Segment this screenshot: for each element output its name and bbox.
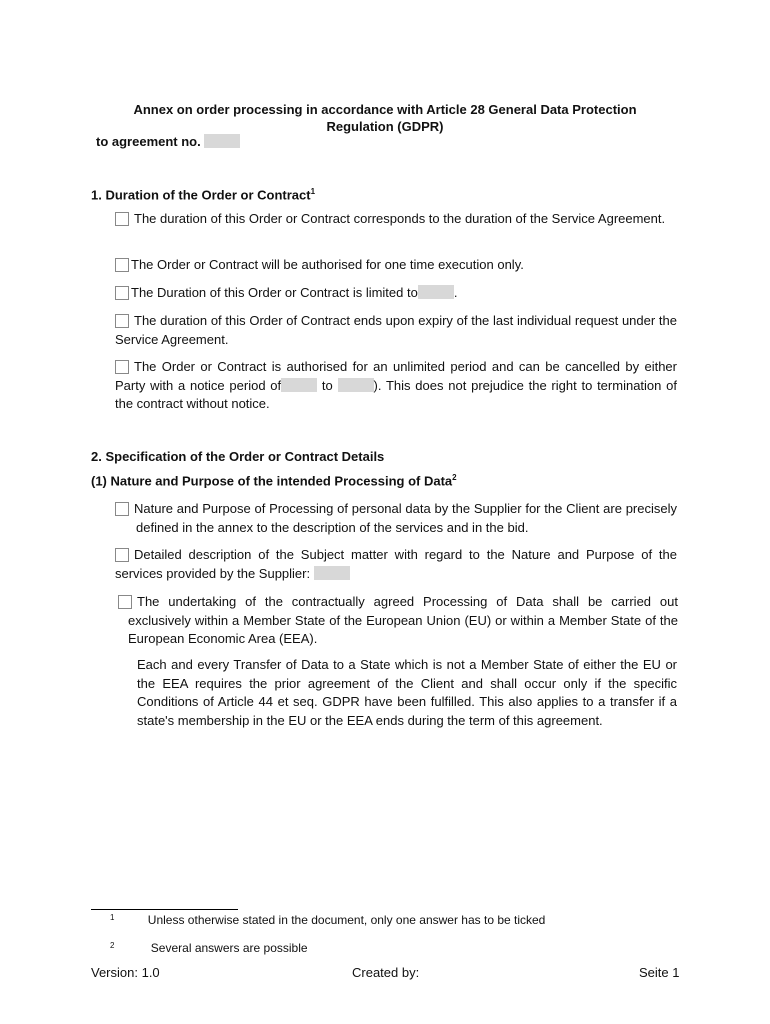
duration-option-1-text: The duration of this Order or Contract corresponds to the duration of the Service Agreement. bbox=[134, 211, 666, 226]
processing-option-3-text: The undertaking of the contractually agreed Processing of Data shall be carried out exclusively within a Member State of the European Union (EU) or within a Member State of the European Economic Area (EEA). bbox=[128, 594, 678, 646]
section1-heading bbox=[91, 187, 315, 202]
footnote-1-text: Unless otherwise stated in the document, only one answer has to be ticked bbox=[147, 913, 546, 927]
section2-heading: 2. Specification of the Order or Contract Details bbox=[91, 449, 385, 464]
title-line-1: Annex on order processing in accordance with Article 28 General Data Protection bbox=[133, 102, 637, 117]
duration-option-5 bbox=[115, 358, 677, 414]
footnote-2-number: 2 bbox=[110, 941, 115, 950]
section2-subheading-text: (1) Nature and Purpose of the intended Processing of Data bbox=[91, 473, 453, 489]
duration-limit-field[interactable] bbox=[418, 285, 454, 299]
processing-option-1-text: Nature and Purpose of Processing of personal data by the Supplier for the Client are precisely defined in the annex to the description of the services and in the bid. bbox=[134, 501, 677, 535]
processing-option-1-checkbox[interactable] bbox=[115, 502, 129, 516]
duration-option-3-end: . bbox=[453, 285, 458, 300]
footer-version: Version: 1.0 bbox=[91, 965, 160, 980]
title-line-2: Regulation (GDPR) bbox=[326, 119, 444, 134]
footnote-2 bbox=[110, 941, 308, 955]
section2-subheading bbox=[91, 473, 457, 488]
footer-created-by: Created by: bbox=[352, 965, 420, 980]
agreement-line bbox=[96, 134, 240, 149]
duration-option-3 bbox=[115, 284, 677, 303]
transfer-paragraph: Each and every Transfer of Data to a State which is not a Member State of either the EU or the EEA requires the prior agreement of the Client and shall occur only if the specific Conditions of Article 44 et seq. GDPR have been fulfilled. This also applies to a transfer if a state's membership in the EU or the EEA ends during the term of this agreement. bbox=[137, 657, 677, 728]
duration-option-4-checkbox[interactable] bbox=[115, 314, 129, 328]
footnote-2-text: Several answers are possible bbox=[150, 941, 308, 955]
notice-period-to-field[interactable] bbox=[338, 378, 374, 392]
agreement-number-field[interactable] bbox=[204, 134, 240, 148]
processing-option-3-checkbox[interactable] bbox=[118, 595, 132, 609]
duration-option-5-end: ). This does not prejudice the right to termination of the contract without notice. bbox=[115, 377, 677, 411]
duration-option-2 bbox=[115, 256, 677, 275]
footnote-separator bbox=[91, 909, 238, 910]
subject-matter-field[interactable] bbox=[314, 566, 350, 580]
document-title bbox=[80, 101, 690, 135]
footnote-ref-2: 2 bbox=[452, 473, 457, 482]
processing-option-2-text: Detailed description of the Subject matter with regard to the Nature and Purpose of the services provided by the Supplier: bbox=[115, 547, 677, 581]
agreement-label: to agreement no. bbox=[96, 134, 201, 149]
footnote-1 bbox=[110, 913, 545, 927]
duration-option-5-mid: to bbox=[321, 377, 333, 393]
footnote-1-number: 1 bbox=[110, 913, 115, 922]
duration-option-1-checkbox[interactable] bbox=[115, 212, 129, 226]
footer-page-number: Seite 1 bbox=[639, 965, 680, 980]
duration-option-5-text: The Order or Contract is authorised for an unlimited period and can be cancelled by either Party with a notice period of bbox=[115, 359, 677, 393]
duration-option-3-checkbox[interactable] bbox=[115, 286, 129, 300]
notice-period-from-field[interactable] bbox=[281, 378, 317, 392]
processing-option-3 bbox=[118, 593, 678, 649]
footnote-ref-1: 1 bbox=[310, 187, 316, 196]
duration-option-2-text: The Order or Contract will be authorised for one time execution only. bbox=[131, 257, 524, 272]
duration-option-3-text: The Duration of this Order or Contract is limited to bbox=[131, 285, 418, 300]
processing-option-2-checkbox[interactable] bbox=[115, 548, 129, 562]
duration-option-4-text: The duration of this Order of Contract ends upon expiry of the last individual request under the Service Agreement. bbox=[115, 313, 677, 347]
processing-option-1 bbox=[115, 500, 677, 537]
duration-option-5-checkbox[interactable] bbox=[115, 360, 129, 374]
duration-option-2-checkbox[interactable] bbox=[115, 258, 129, 272]
processing-option-2 bbox=[115, 546, 677, 583]
duration-option-1 bbox=[115, 210, 677, 229]
section1-heading-text: 1. Duration of the Order or Contract bbox=[91, 187, 311, 203]
duration-option-4 bbox=[115, 312, 677, 349]
